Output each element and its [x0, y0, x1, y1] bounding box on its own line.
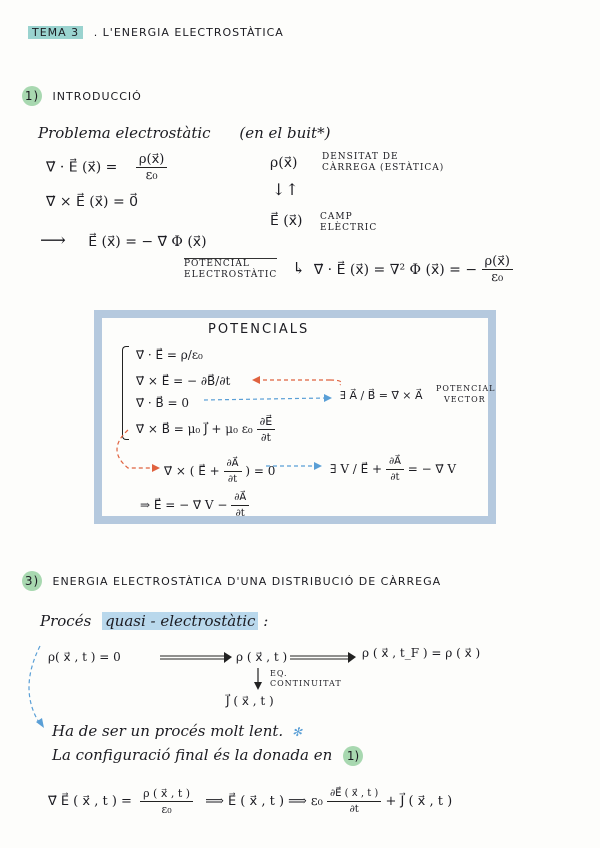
slow-process-text: Ha de ser un procés molt lent. — [52, 722, 284, 740]
blue-arrowhead-2 — [314, 462, 322, 470]
red-arrowhead-bottom — [152, 464, 160, 472]
scalar-rhs: = − ∇⃗ V — [407, 462, 457, 476]
curl-combined-rhs: ) = 0 — [245, 464, 276, 478]
problem-note: (en el buit*) — [239, 124, 331, 142]
final-eq-num2: ∂E⃗ ( x⃗ , t ) — [327, 786, 381, 802]
maxwell-3: ∇⃗ · B⃗ = 0 — [136, 396, 190, 410]
maxwell-4-num: ∂E⃗ — [257, 414, 276, 430]
potential-text: E⃗ (x⃗) = − ∇⃗ Φ (x⃗) — [88, 234, 207, 250]
implies-arrow: ⟶ — [40, 230, 66, 251]
section-3-number: 3) — [22, 571, 42, 591]
final-eq-den1: ε₀ — [161, 803, 172, 816]
rho-label-2: CÀRREGA (ESTÀTICA) — [322, 163, 445, 173]
config-ref: 1) — [343, 746, 363, 766]
rho-node: ρ(x⃗) — [270, 155, 298, 171]
proces-line — [40, 612, 268, 630]
final-equation — [48, 786, 452, 817]
current-density: J⃗ ( x⃗ , t ) — [226, 694, 274, 708]
tema-label: TEMA 3 — [28, 26, 83, 39]
blue-arrow-left — [29, 646, 40, 724]
down-arrowhead — [254, 682, 262, 690]
curl-law: ∇⃗ × E⃗ (x⃗) = 0⃗ — [46, 194, 139, 210]
rho-initial: ρ( x⃗ , t ) = 0 — [48, 650, 121, 664]
section-1-number: 1) — [22, 86, 42, 106]
potential-label-1: POTENCIAL — [184, 258, 277, 270]
config-text: La configuració final és la donada en — [52, 746, 333, 764]
red-arrowhead-top — [252, 376, 260, 384]
long-arrow-2 — [290, 656, 350, 659]
problem-title-text: Problema electrostàtic — [38, 124, 211, 142]
gauss-lhs: ∇⃗ · E⃗ (x⃗) = — [46, 159, 118, 176]
continuity-label — [270, 669, 342, 689]
up-down-arrows: ↓↑ — [272, 180, 299, 199]
header-title: . L'ENERGIA ELECTROSTÀTICA — [93, 26, 284, 39]
rho-label-1: DENSITAT DE — [322, 152, 399, 162]
long-arrowhead-1 — [224, 652, 232, 663]
continuity-label-1: EQ. — [270, 669, 288, 678]
maxwell-2: ∇⃗ × E⃗ = − ∂B⃗/∂t — [136, 374, 231, 388]
final-eq-frac1 — [140, 786, 193, 817]
gauss-den: ε₀ — [145, 168, 158, 183]
poisson-arrow: ↳ — [292, 258, 306, 278]
box-title: POTENCIALS — [208, 322, 310, 337]
final-eq-rhs: + J⃗ ( x⃗ , t ) — [385, 794, 453, 809]
curl-combined-lhs: ∇⃗ × ( E⃗ + — [164, 464, 220, 478]
scalar-lhs: ∃ V / E⃗ + — [330, 462, 383, 476]
scalar-den: ∂t — [390, 472, 400, 483]
long-arrowhead-2 — [348, 652, 356, 663]
maxwell-4-den: ∂t — [260, 431, 271, 444]
slow-process — [52, 722, 302, 740]
final-den: ∂t — [235, 508, 245, 519]
final-lhs: ⇒ E⃗ = − ∇⃗ V − — [140, 498, 228, 512]
e-node: E⃗ (x⃗) — [270, 213, 303, 229]
final-eq-mid: ⟹ E⃗ ( x⃗ , t ) ⟹ ε₀ — [205, 794, 323, 809]
scalar-num: ∂A⃗ — [386, 454, 404, 470]
maxwell-4-text: ∇⃗ × B⃗ = μ₀ J⃗ + μ₀ ε₀ — [136, 422, 253, 436]
continuity-label-2: CONTINUITAT — [270, 679, 342, 688]
rho-middle: ρ ( x⃗ , t ) — [236, 650, 288, 664]
vector-potential: ∃ A⃗ / B⃗ = ∇⃗ × A⃗ — [340, 389, 423, 402]
section-3-title: ENERGIA ELECTROSTÀTICA D'UNA DISTRIBUCIÓ DE CÀRREGA — [52, 575, 442, 588]
poisson-den: ε₀ — [491, 270, 504, 285]
config-line — [52, 746, 363, 766]
potential-label-2: ELECTROSTÀTIC — [184, 270, 278, 280]
final-eq-lhs: ∇⃗ E⃗ ( x⃗ , t ) = — [48, 794, 132, 809]
proces-label: Procés — [40, 612, 92, 630]
long-arrow-1 — [160, 656, 226, 659]
final-eq-frac2 — [327, 786, 381, 817]
poisson-num: ρ(x⃗) — [482, 254, 513, 270]
curl-combined-den: ∂t — [227, 474, 238, 485]
vector-label-2: VECTOR — [444, 395, 486, 404]
section-3-heading — [22, 571, 441, 591]
blue-arrowhead-left — [36, 718, 44, 728]
vector-label-1: POTENCIAL — [436, 384, 496, 393]
section-1-title: INTRODUCCIÓ — [52, 90, 142, 103]
quasi-electrostatic: quasi - electrostàtic — [102, 612, 258, 630]
poisson-text: ∇⃗ · E⃗ (x⃗) = ∇² Φ (x⃗) = − — [313, 261, 478, 278]
star-icon: ✻ — [291, 725, 303, 739]
curl-combined-num: ∂A⃗ — [224, 456, 242, 472]
final-num: ∂A⃗ — [231, 490, 249, 506]
gauss-num: ρ(x⃗) — [136, 152, 167, 168]
e-label-1: CAMP — [320, 212, 353, 222]
final-eq-den2: ∂t — [349, 804, 359, 815]
proces-colon: : — [263, 612, 269, 630]
rho-final: ρ ( x⃗ , t_F ) = ρ ( x⃗ ) — [362, 646, 481, 660]
blue-arrowhead-1 — [324, 394, 332, 402]
red-arrow-loop — [117, 380, 341, 468]
blue-arrow-1 — [204, 398, 326, 400]
final-eq-num1: ρ ( x⃗ , t ) — [140, 786, 193, 802]
maxwell-1: ∇⃗ · E⃗ = ρ/ε₀ — [136, 348, 203, 362]
e-label-2: ELÈCTRIC — [320, 223, 378, 233]
